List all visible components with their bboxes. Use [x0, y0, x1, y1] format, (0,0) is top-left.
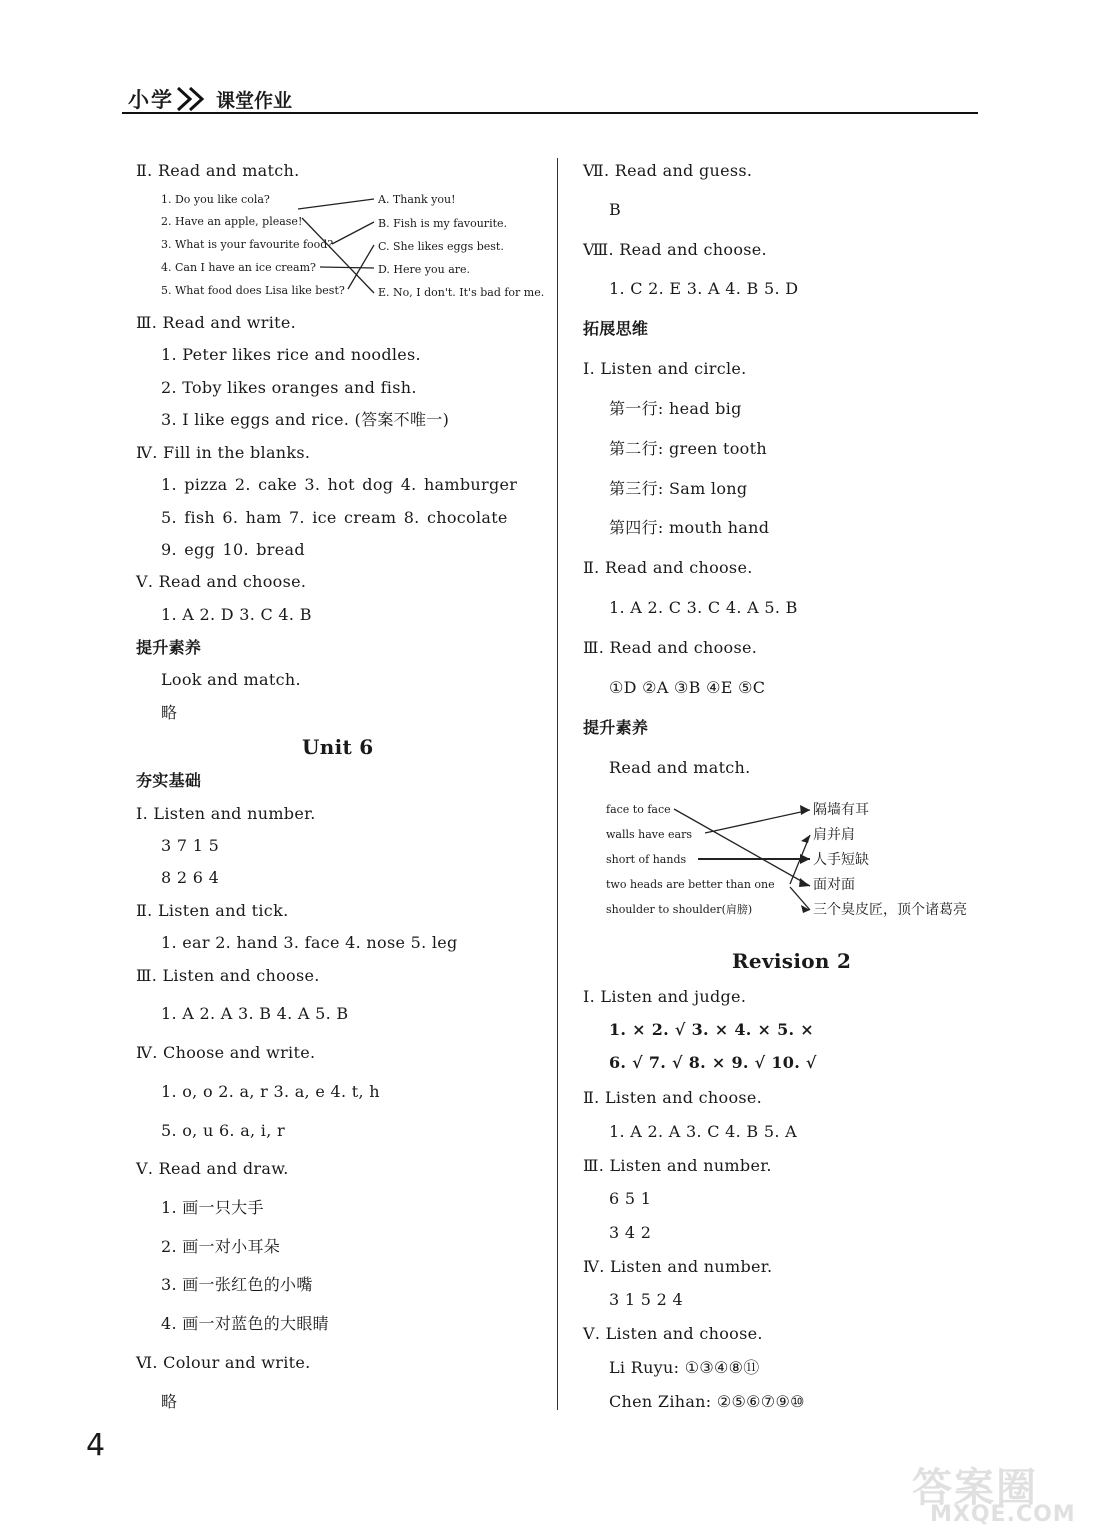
- match-left-item: walls have ears: [606, 828, 692, 841]
- answer-line: 1. A 2. A 3. B 4. A 5. B: [161, 1004, 349, 1023]
- answer-line: 5. o, u 6. a, i, r: [161, 1121, 285, 1140]
- answer-line: Look and match.: [161, 670, 301, 689]
- section-title: Ⅱ. Read and choose.: [583, 558, 753, 577]
- section-title: Ⅴ. Listen and choose.: [583, 1324, 763, 1343]
- match-right-item: 肩并肩: [813, 827, 855, 843]
- section-title: Ⅷ. Read and choose.: [583, 240, 767, 259]
- section-title: Ⅳ. Choose and write.: [136, 1043, 316, 1062]
- section-title: Ⅳ. Listen and number.: [583, 1257, 773, 1276]
- section-title: Ⅰ. Listen and number.: [136, 804, 316, 823]
- answer-line: 4. 画一对蓝色的大眼睛: [161, 1314, 329, 1333]
- watermark-logo-text: 答案圈: [912, 1465, 1038, 1511]
- section-title: Ⅳ. Fill in the blanks.: [136, 443, 311, 462]
- match-right-item: 面对面: [813, 877, 855, 893]
- answer-line: B: [609, 200, 622, 219]
- answer-line: 1. o, o 2. a, r 3. a, e 4. t, h: [161, 1082, 380, 1101]
- answer-line: 1. A 2. D 3. C 4. B: [161, 605, 312, 624]
- answer-line: 2. Toby likes oranges and fish.: [161, 378, 417, 397]
- answer-line: 第四行: mouth hand: [609, 518, 770, 537]
- answer-line: 3 1 5 2 4: [609, 1290, 683, 1309]
- page-number: 4: [86, 1428, 106, 1463]
- answer-line: 第一行: head big: [609, 399, 742, 418]
- unit-title: Unit 6: [302, 735, 374, 759]
- answer-line: ①D ②A ③B ④E ⑤C: [609, 678, 766, 697]
- match-line: [705, 810, 810, 833]
- section-title: Ⅱ. Read and match.: [136, 161, 300, 180]
- answer-line: 第二行: green tooth: [609, 439, 767, 458]
- match-line: [674, 809, 810, 886]
- answer-line: 3 4 2: [609, 1223, 652, 1242]
- answer-line: Read and match.: [609, 758, 751, 777]
- match-left-item: 3. What is your favourite food?: [161, 238, 334, 251]
- watermark: [912, 1456, 1082, 1530]
- section-title: Ⅵ. Colour and write.: [136, 1353, 311, 1372]
- answer-line: 3. I like eggs and rice. (答案不唯一): [161, 410, 450, 429]
- answer-line: 1. ear 2. hand 3. face 4. nose 5. leg: [161, 933, 458, 952]
- match-left-item: face to face: [606, 803, 671, 816]
- section-title: Ⅲ. Listen and number.: [583, 1156, 772, 1175]
- match-line: [298, 199, 374, 209]
- section-title: Ⅲ. Read and choose.: [583, 638, 758, 657]
- answer-line: 2. 画一对小耳朵: [161, 1237, 281, 1256]
- section-title: Ⅶ. Read and guess.: [583, 161, 753, 180]
- match-left-item: 5. What food does Lisa like best?: [161, 284, 345, 297]
- match-right-item: E. No, I don't. It's bad for me.: [378, 286, 545, 299]
- match-line: [332, 222, 374, 244]
- match-right-item: 三个臭皮匠，顶个诸葛亮: [813, 902, 967, 918]
- arrow-head: [800, 805, 810, 815]
- answer-line: 1. × 2. √ 3. × 4. × 5. ×: [609, 1020, 814, 1039]
- answer-line: 3. 画一张红色的小嘴: [161, 1275, 313, 1294]
- answer-line: 6. √ 7. √ 8. × 9. √ 10. √: [609, 1053, 817, 1072]
- arrow-head: [800, 854, 810, 864]
- section-title: Ⅴ. Read and draw.: [136, 1159, 289, 1178]
- answer-line: 1. pizza 2. cake 3. hot dog 4. hamburger: [161, 475, 518, 494]
- answer-line: 8 2 6 4: [161, 868, 220, 887]
- section-title: Ⅲ. Listen and choose.: [136, 966, 320, 985]
- section-title: Ⅲ. Read and write.: [136, 313, 297, 332]
- answer-line: 9. egg 10. bread: [161, 540, 305, 559]
- match-left-item: 1. Do you like cola?: [161, 193, 270, 206]
- match-left-item: shoulder to shoulder(肩膀): [606, 903, 753, 916]
- match-right-item: B. Fish is my favourite.: [378, 217, 508, 230]
- section-heading: 提升素养: [136, 638, 202, 657]
- header-level: 小学: [128, 88, 174, 112]
- arrow-head: [799, 878, 810, 887]
- section-title: Ⅱ. Listen and choose.: [583, 1088, 763, 1107]
- section-title: Ⅱ. Listen and tick.: [136, 901, 289, 920]
- section-title: Ⅰ. Listen and circle.: [583, 359, 747, 378]
- arrow-head: [801, 835, 810, 843]
- match-right-item: 隔墙有耳: [813, 802, 869, 818]
- answer-line: 6 5 1: [609, 1189, 652, 1208]
- answer-line: 1. A 2. A 3. C 4. B 5. A: [609, 1122, 797, 1141]
- answer-line: 略: [161, 703, 178, 722]
- match-left-item: 4. Can I have an ice cream?: [161, 261, 316, 274]
- section-title: Ⅰ. Listen and judge.: [583, 987, 747, 1006]
- match-line: [790, 887, 810, 910]
- section-title: Ⅴ. Read and choose.: [136, 572, 307, 591]
- watermark-url: MXQE.COM: [930, 1502, 1076, 1527]
- header-title: 课堂作业: [216, 89, 293, 112]
- answer-line: 5. fish 6. ham 7. ice cream 8. chocolate: [161, 508, 508, 527]
- section-heading: 夯实基础: [136, 771, 202, 790]
- match-left-item: 2. Have an apple, please!: [161, 215, 303, 228]
- answer-line: 略: [161, 1392, 178, 1411]
- section-heading: 提升素养: [583, 718, 649, 737]
- answer-line: 1. A 2. C 3. C 4. A 5. B: [609, 598, 798, 617]
- match-left-item: two heads are better than one: [606, 878, 775, 891]
- match-left-item: short of hands: [606, 853, 687, 866]
- match-right-item: C. She likes eggs best.: [378, 240, 504, 253]
- answer-line: 1. C 2. E 3. A 4. B 5. D: [609, 279, 799, 298]
- section-heading: 拓展思维: [583, 319, 649, 338]
- answer-line: Chen Zihan: ②⑤⑥⑦⑨⑩: [609, 1392, 805, 1411]
- answer-line: 3 7 1 5: [161, 836, 220, 855]
- answer-line: 第三行: Sam long: [609, 479, 748, 498]
- match-line: [302, 218, 374, 293]
- answer-line: 1. 画一只大手: [161, 1198, 264, 1217]
- answer-line: Li Ruyu: ①③④⑧⑪: [609, 1358, 760, 1377]
- match-right-item: 人手短缺: [813, 852, 869, 868]
- answer-line: 1. Peter likes rice and noodles.: [161, 345, 421, 364]
- revision-title: Revision 2: [732, 949, 852, 973]
- match-right-item: D. Here you are.: [378, 263, 471, 276]
- match-right-item: A. Thank you!: [378, 193, 456, 206]
- match-line: [320, 267, 374, 268]
